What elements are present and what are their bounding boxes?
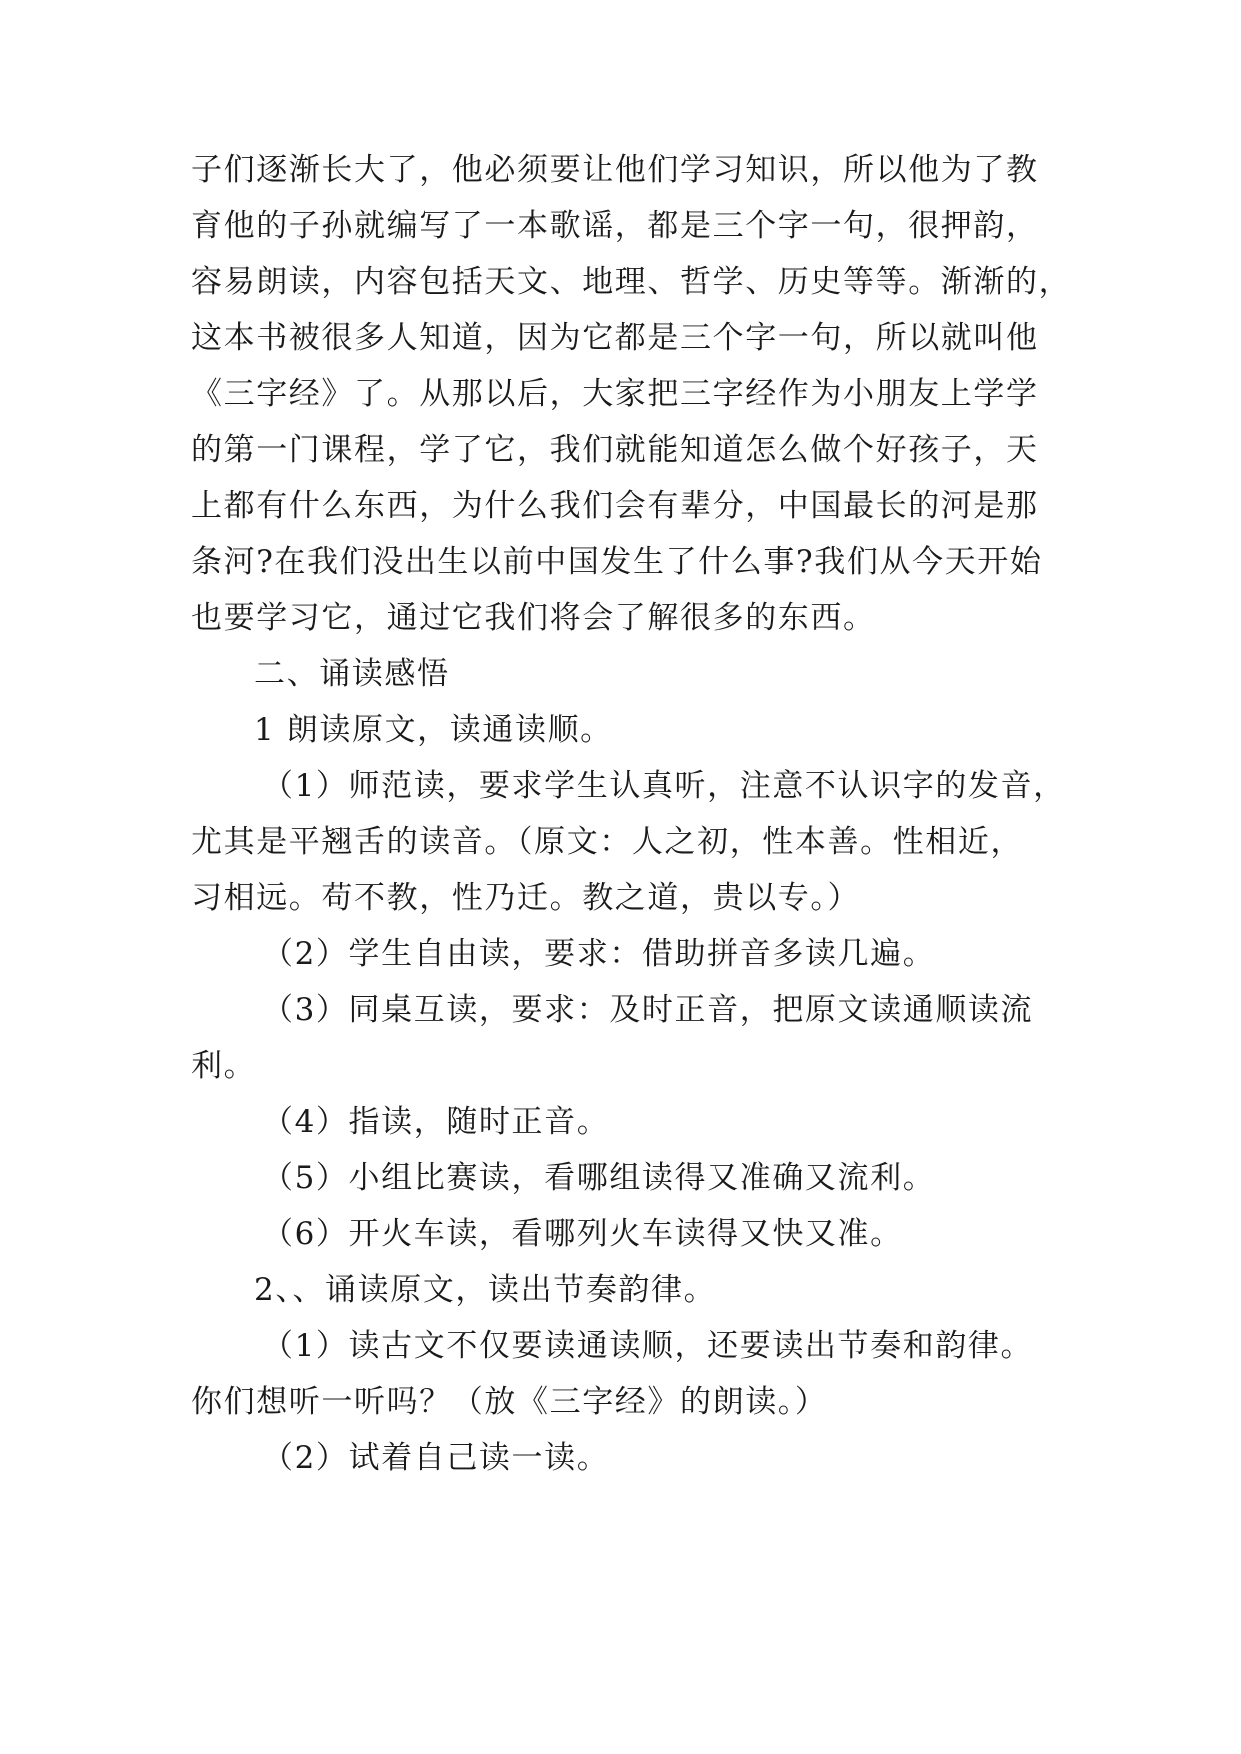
paragraph-line: 上都有什么东西，为什么我们会有辈分，中国最长的河是那 [191,488,1039,524]
list-item: （5）小组比赛读，看哪组读得又准确又流利。 [262,1160,936,1196]
paragraph-line: 育他的子孙就编写了一本歌谣，都是三个字一句，很押韵， [191,208,1039,244]
paragraph-line: 你们想听一听吗？（放《三字经》的朗读。） [191,1384,828,1420]
list-item: （3）同桌互读，要求：及时正音，把原文读通顺读流 [262,992,1034,1028]
section-heading: 二、诵读感悟 [254,656,450,692]
paragraph-line: 的第一门课程，学了它，我们就能知道怎么做个好孩子，天 [191,432,1039,468]
paragraph-line: 尤其是平翘舌的读音。（原文：人之初，性本善。性相近， [191,824,1024,860]
list-item: （1）读古文不仅要读通读顺，还要读出节奏和韵律。 [262,1328,1034,1364]
list-item: （4）指读，随时正音。 [262,1104,610,1140]
subsection-heading: 1 朗读原文，读通读顺。 [254,712,613,748]
list-item: （6）开火车读，看哪列火车读得又快又准。 [262,1216,903,1252]
paragraph-line: 容易朗读，内容包括天文、地理、哲学、历史等等。渐渐的， [191,264,1072,300]
paragraph-line: 习相远。苟不教，性乃迁。教之道，贵以专。） [191,880,861,916]
paragraph-line: 也要学习它，通过它我们将会了解很多的东西。 [191,600,876,636]
subsection-heading: 2、、诵读原文，读出节奏韵律。 [254,1272,717,1308]
paragraph-line: 这本书被很多人知道，因为它都是三个字一句，所以就叫他 [191,320,1039,356]
list-item: （2）学生自由读，要求：借助拼音多读几遍。 [262,936,936,972]
paragraph-line: 条河?在我们没出生以前中国发生了什么事?我们从今天开始 [191,544,1043,580]
paragraph-line: 子们逐渐长大了，他必须要让他们学习知识，所以他为了教 [191,152,1039,188]
list-item: （1）师范读，要求学生认真听，注意不认识字的发音， [262,768,1066,804]
list-item: （2）试着自己读一读。 [262,1440,610,1476]
paragraph-line: 《三字经》了。从那以后，大家把三字经作为小朋友上学学 [191,376,1039,412]
paragraph-line: 利。 [191,1048,257,1084]
